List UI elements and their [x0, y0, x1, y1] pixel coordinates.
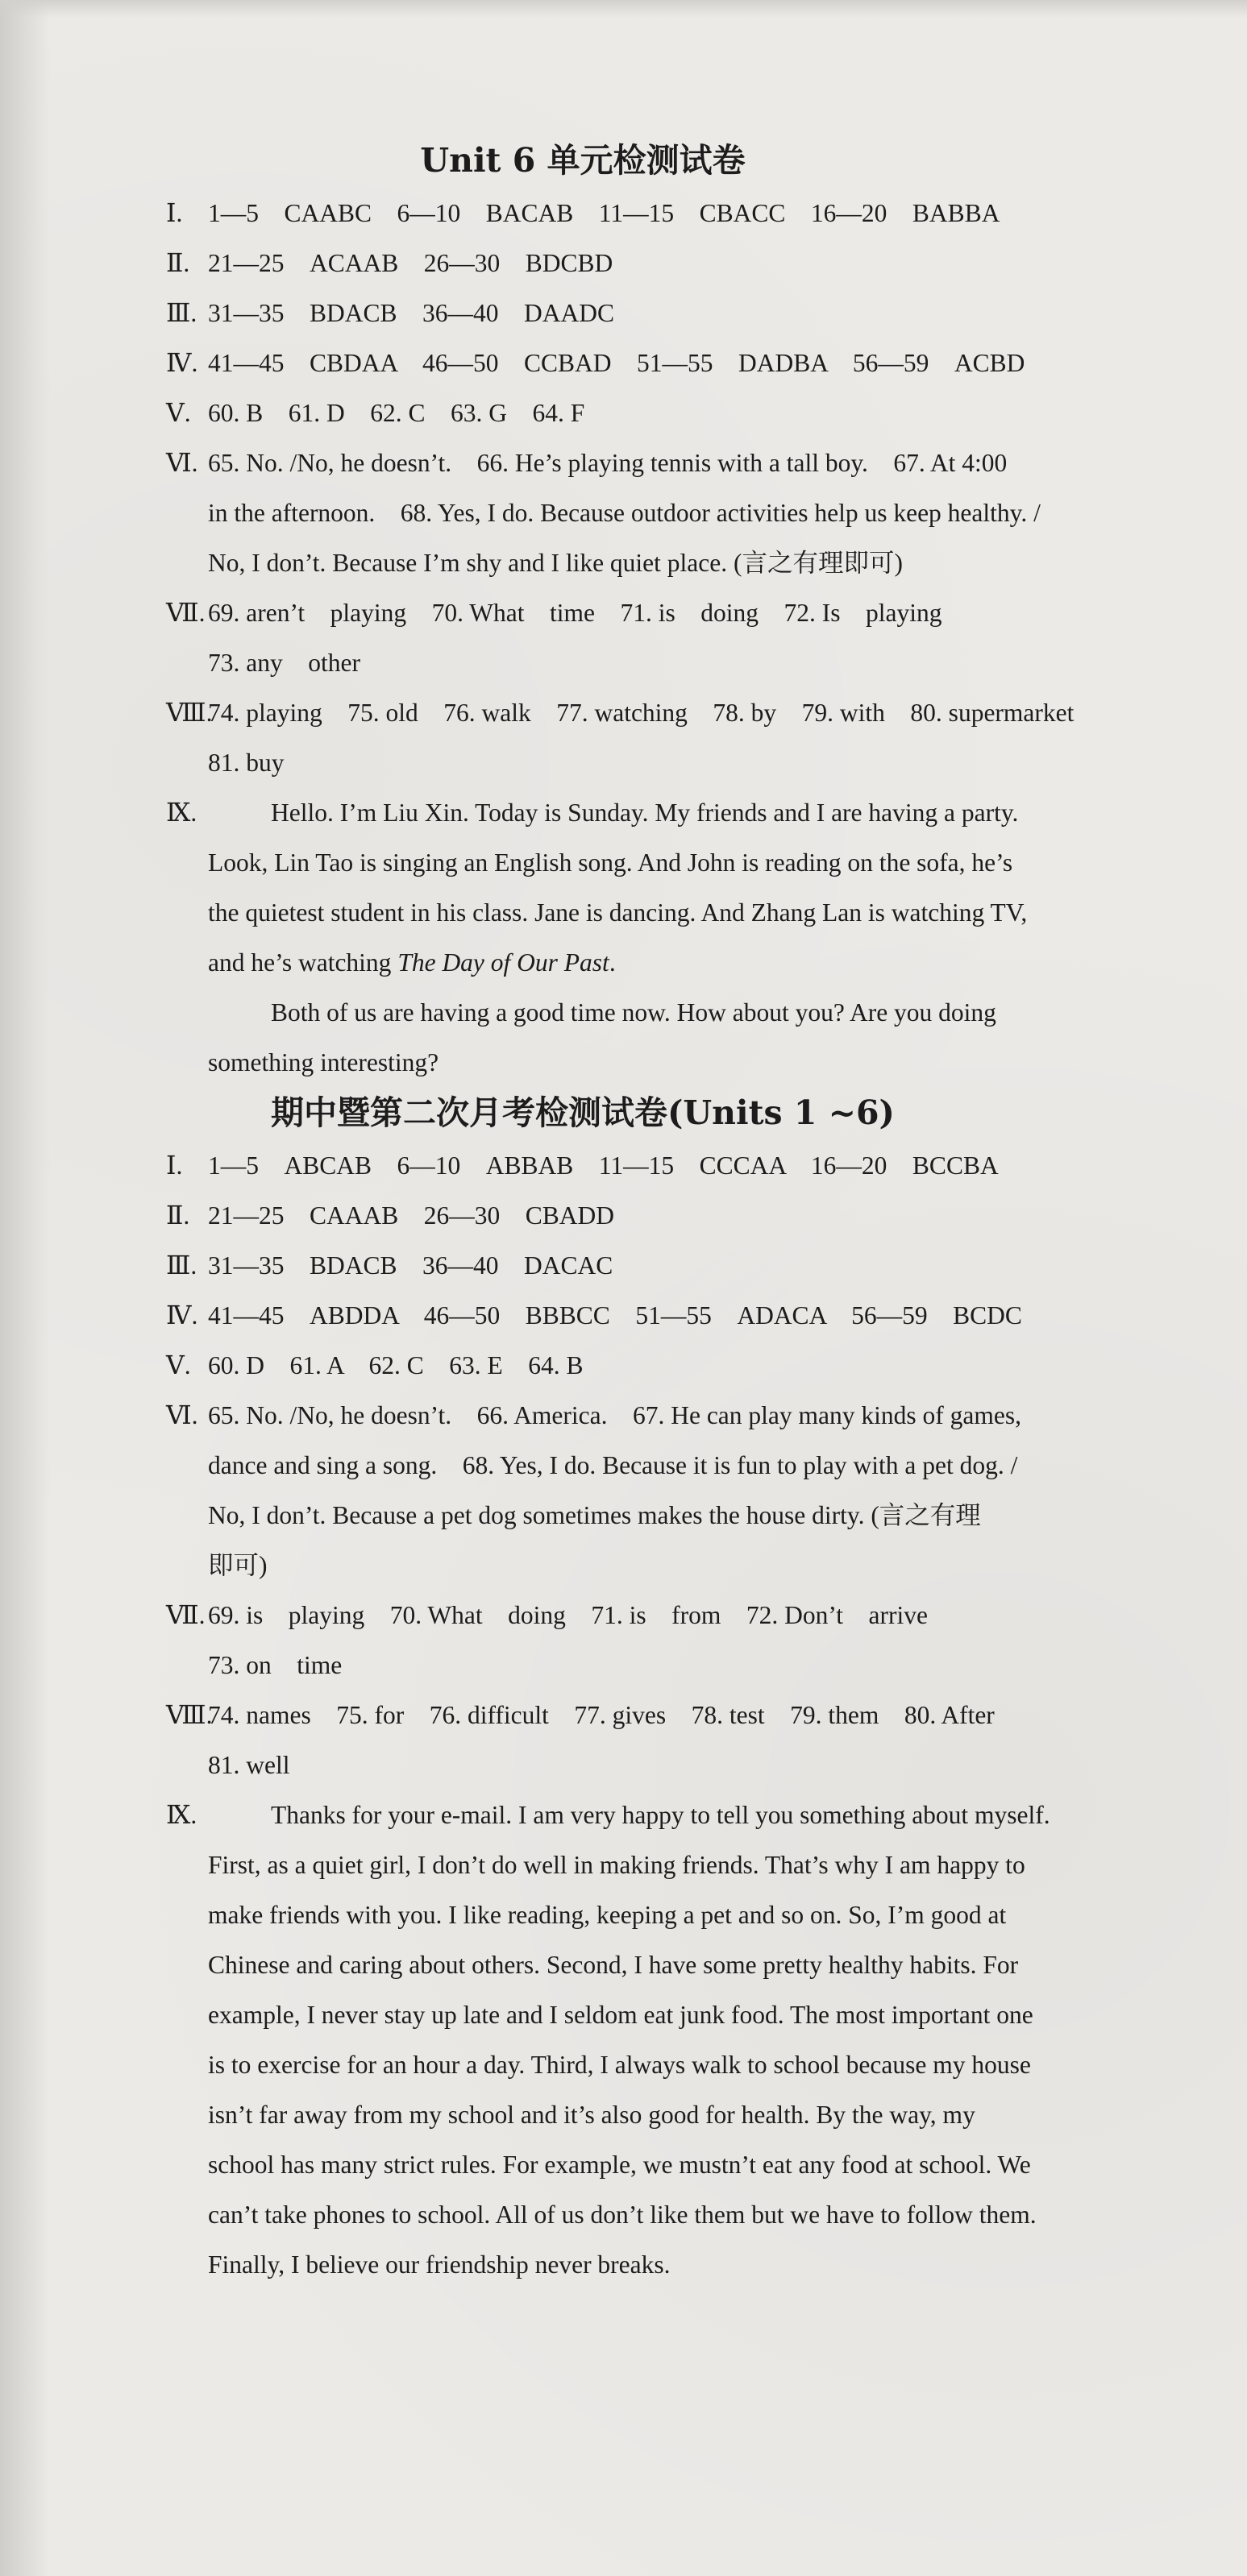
answer-line: in the afternoon. 68. Yes, I do. Because outdoor activities help us keep healthy. /: [208, 499, 1041, 527]
answer-line: No, I don’t. Because I’m shy and I like quiet place. (言之有理即可): [208, 549, 903, 577]
essay-line: Hello. I’m Liu Xin. Today is Sunday. My friends and I are having a party.: [271, 799, 1019, 827]
essay-line: [208, 938, 1199, 988]
answer-line: 74. playing 75. old 76. walk 77. watching 78. by 79. with 80. supermarket: [208, 699, 1074, 727]
answer-line: 69. is playing 70. What doing 71. is from 72. Don’t arrive: [208, 1601, 928, 1629]
answer-row-7: [166, 588, 1199, 688]
essay-line: Chinese and caring about others. Second, I have some pretty healthy habits. For: [208, 1951, 1019, 1979]
answer-line: 21—25 CAAAB 26—30 CBADD: [208, 1201, 615, 1230]
answer-row-8: [166, 1690, 1199, 1790]
program-title: The Day of Our Past: [397, 948, 609, 977]
question-numeral: Ⅵ.: [166, 449, 198, 477]
question-numeral: Ⅱ.: [166, 249, 190, 277]
question-numeral: Ⅲ.: [166, 1251, 197, 1280]
answer-line: 60. D 61. A 62. C 63. E 64. B: [208, 1351, 584, 1379]
answer-line: 74. names 75. for 76. difficult 77. gives 78. test 79. them 80. After: [208, 1701, 995, 1729]
answer-line: 即可): [208, 1551, 268, 1579]
essay-line: the quietest student in his class. Jane is dancing. And Zhang Lan is watching TV,: [208, 898, 1028, 927]
essay-line: First, as a quiet girl, I don’t do well in making friends. That’s why I am happy to: [208, 1851, 1025, 1879]
answer-row-2: [166, 1191, 1199, 1241]
page-scan-edge-top: [0, 0, 1247, 18]
question-numeral: Ⅴ.: [166, 399, 191, 427]
answer-row-5: [166, 388, 1199, 438]
answer-row-2: [166, 239, 1199, 288]
question-numeral: Ⅶ.: [166, 1601, 206, 1629]
answer-row-4: [166, 1291, 1199, 1341]
answer-line: 73. on time: [208, 1651, 343, 1679]
answer-line: 65. No. /No, he doesn’t. 66. America. 67. He can play many kinds of games,: [208, 1401, 1021, 1429]
essay-line: Thanks for your e-mail. I am very happy to tell you something about myself.: [271, 1801, 1050, 1829]
answer-row-1: [166, 1141, 1199, 1191]
question-numeral: Ⅳ.: [166, 349, 198, 377]
question-numeral: Ⅴ.: [166, 1351, 191, 1379]
answer-line: 73. any other: [208, 649, 360, 677]
question-numeral: Ⅰ.: [166, 1151, 183, 1180]
page-scan-edge-left: [0, 0, 50, 2576]
answer-line: 31—35 BDACB 36—40 DACAC: [208, 1251, 613, 1280]
answer-line: 21—25 ACAAB 26—30 BDCBD: [208, 249, 613, 277]
section-title: Unit 6 单元检测试卷: [420, 141, 746, 180]
answer-line: 1—5 CAABC 6—10 BACAB 11—15 CBACC 16—20 BABBA: [208, 199, 1000, 227]
answer-row-7: [166, 1591, 1199, 1690]
answer-line: 31—35 BDACB 36—40 DAADC: [208, 299, 615, 327]
essay-row: [166, 788, 1199, 1088]
essay-text: and he’s watching: [208, 948, 398, 977]
essay-line: is to exercise for an hour a day. Third, I always walk to school because my house: [208, 2051, 1031, 2079]
section-midterm: [166, 1088, 1199, 2290]
answer-line: 41—45 CBDAA 46—50 CCBAD 51—55 DADBA 56—59 ACBD: [208, 349, 1025, 377]
essay-line: Both of us are having a good time now. How about you? Are you doing: [271, 998, 996, 1027]
answer-row-3: [166, 288, 1199, 338]
answer-row-6: [166, 1391, 1199, 1591]
answer-line: 65. No. /No, he doesn’t. 66. He’s playing tennis with a tall boy. 67. At 4:00: [208, 449, 1008, 477]
question-numeral: Ⅸ.: [166, 1801, 197, 1829]
essay-line: something interesting?: [208, 1048, 439, 1076]
section-unit6: [166, 135, 1199, 1088]
question-numeral: Ⅸ.: [166, 799, 197, 827]
section-title: 期中暨第二次月考检测试卷(Units 1 ~6): [271, 1093, 895, 1132]
answer-row-6: [166, 438, 1199, 588]
answer-line: 69. aren’t playing 70. What time 71. is doing 72. Is playing: [208, 599, 942, 627]
essay-line: school has many strict rules. For example, we mustn’t eat any food at school. We: [208, 2151, 1031, 2179]
question-numeral: Ⅷ.: [166, 699, 213, 727]
question-numeral: Ⅳ.: [166, 1301, 198, 1329]
question-numeral: Ⅲ.: [166, 299, 197, 327]
question-numeral: Ⅵ.: [166, 1401, 198, 1429]
essay-line: make friends with you. I like reading, keeping a pet and so on. So, I’m good at: [208, 1901, 1007, 1929]
essay-line: example, I never stay up late and I seldom eat junk food. The most important one: [208, 2001, 1033, 2029]
question-numeral: Ⅶ.: [166, 599, 206, 627]
answer-line: No, I don’t. Because a pet dog sometimes makes the house dirty. (言之有理: [208, 1501, 981, 1529]
answer-line: 41—45 ABDDA 46—50 BBBCC 51—55 ADACA 56—59 BCDC: [208, 1301, 1022, 1329]
essay-line: isn’t far away from my school and it’s also good for health. By the way, my: [208, 2101, 975, 2129]
question-numeral: Ⅰ.: [166, 199, 183, 227]
answer-line: 1—5 ABCAB 6—10 ABBAB 11—15 CCCAA 16—20 BCCBA: [208, 1151, 999, 1180]
question-numeral: Ⅷ.: [166, 1701, 213, 1729]
answer-line: 60. B 61. D 62. C 63. G 64. F: [208, 399, 585, 427]
answer-line: 81. well: [208, 1751, 290, 1779]
answer-row-1: [166, 189, 1199, 239]
essay-row: [166, 1790, 1199, 2290]
answer-row-8: [166, 688, 1199, 788]
question-numeral: Ⅱ.: [166, 1201, 190, 1230]
essay-line: Look, Lin Tao is singing an English song. And John is reading on the sofa, he’s: [208, 848, 1013, 877]
answer-row-4: [166, 338, 1199, 388]
essay-line: Finally, I believe our friendship never breaks.: [208, 2250, 671, 2279]
essay-text: .: [609, 948, 616, 977]
answer-line: 81. buy: [208, 749, 285, 777]
essay-line: can’t take phones to school. All of us don’t like them but we have to follow them.: [208, 2201, 1037, 2229]
answer-row-3: [166, 1241, 1199, 1291]
answer-row-5: [166, 1341, 1199, 1391]
answer-line: dance and sing a song. 68. Yes, I do. Because it is fun to play with a pet dog. /: [208, 1451, 1018, 1479]
answer-key-content: [166, 135, 1199, 2290]
